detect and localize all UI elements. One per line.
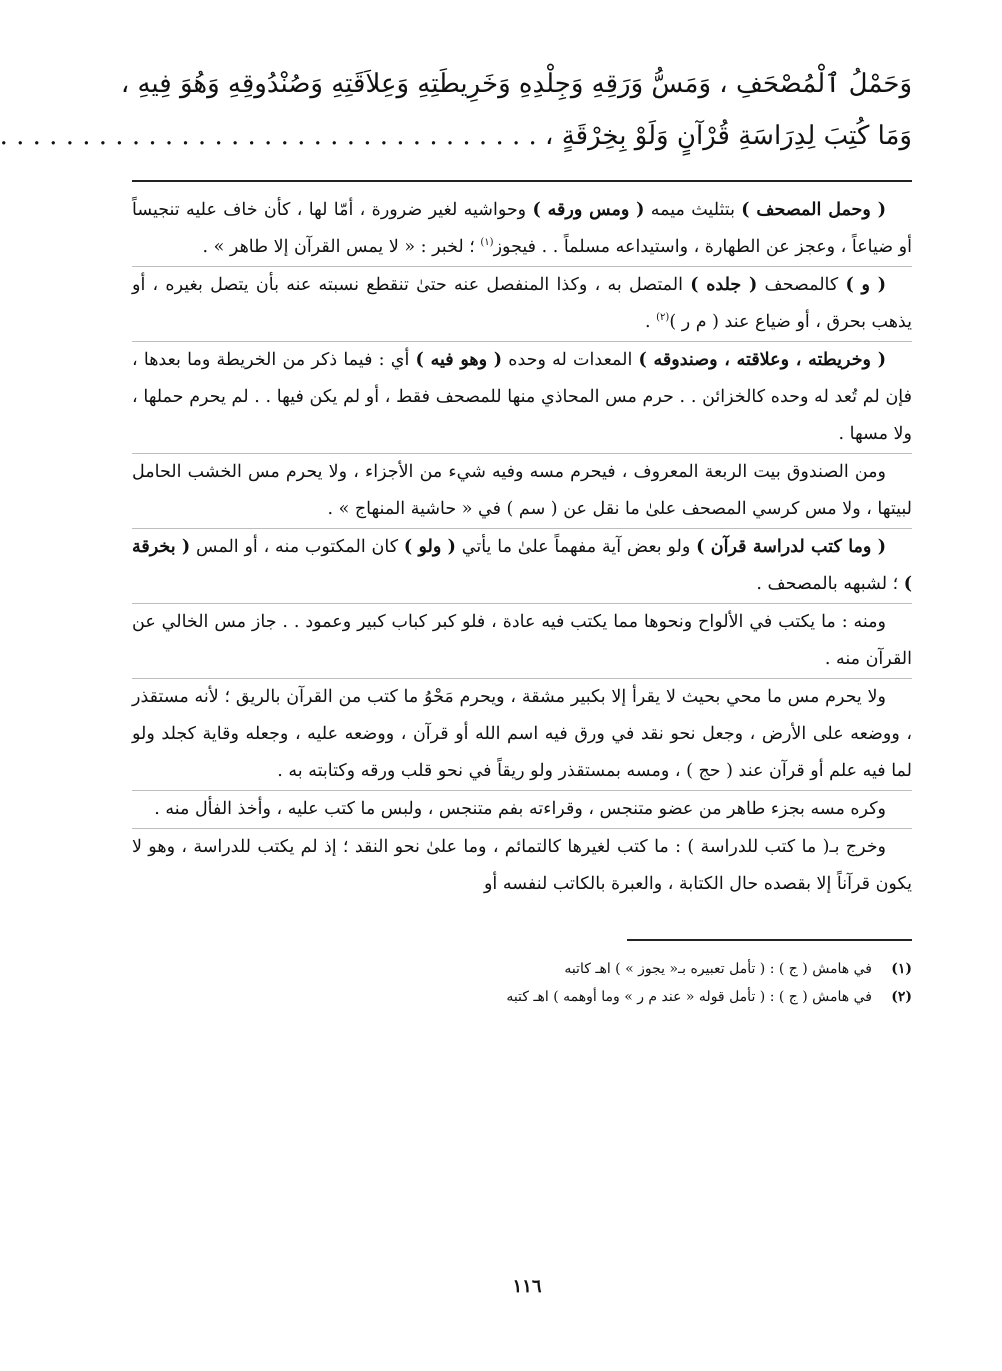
commentary-paragraph-4: ومن الصندوق بيت الربعة المعروف ، فيحرم مسه وفيه شيء من الأجزاء ، ولا يحرم مس الخشب الحامل لبيتها ، ولا مس كرسي المصحف علىٰ ما نقل عن ( سم ) في « حاشية المنهاج » .: [132, 453, 912, 528]
commentary-paragraph-5: [132, 528, 912, 603]
commentary-text: المعدات له وحده: [502, 350, 639, 370]
commentary-paragraph-7: ولا يحرم مس ما محي بحيث لا يقرأ إلا بكبير مشقة ، ويحرم مَحْوُ ما كتب من القرآن بالريق ؛ لأنه مستقذر ، ووضعه على الأرض ، وجعل نحو نقد في ورق فيه اسم الله أو قرآن ، ووضعه عليه ، وجعله وقاية كجلد ولو لما فيه علم أو قرآن عند ( حج ) ، ومسه بمستقذر ولو ريقاً في نحو قلب ورقه وكتابته به .: [132, 678, 912, 790]
commentary-text: ؛ لخبر : « لا يمس القرآن إلا طاهر » .: [202, 237, 481, 257]
commentary-paragraph-1: [132, 192, 912, 266]
matn-separator-rule: [132, 180, 912, 182]
footnote-number: (٢): [891, 989, 912, 1005]
matn-quote: ( ومس ورقه ): [532, 200, 645, 220]
commentary-text: كالمصحف: [757, 275, 846, 295]
commentary-paragraph-6: ومنه : ما يكتب في الألواح ونحوها مما يكتب فيه عادة ، فلو كبر كباب كبير وعمود . . جاز مس الخالي عن القرآن منه .: [132, 603, 912, 678]
main-text-matn: [0, 58, 912, 162]
matn-line-1: وَحَمْلُ ٱلْمُصْحَفِ ، وَمَسُّ وَرَقِهِ وَجِلْدِهِ وَخَرِيطَتِهِ وَعِلاَقَتِهِ وَصُنْدُوقِهِ وَهُوَ فِيهِ ،: [120, 69, 912, 99]
commentary-sharh: [132, 192, 912, 903]
commentary-text: ولو بعض آية مفهماً علىٰ ما يأتي: [455, 537, 697, 557]
commentary-text: كان المكتوب منه ، أو المس: [190, 537, 404, 557]
commentary-text: المتصل به ، وكذا المنفصل عنه حتىٰ تنقطع نسبته عنه بأن يتصل بغيره ، أو يذهب بحرق ، أو ضياع عند ( م ر ): [132, 275, 912, 332]
footnote-2: [132, 983, 912, 1011]
footnote-separator-rule: [627, 939, 912, 941]
commentary-text: .: [645, 312, 657, 332]
commentary-paragraph-3: [132, 341, 912, 453]
commentary-paragraph-8: وكره مسه بجزء طاهر من عضو متنجس ، وقراءته بفم متنجس ، ولبس ما كتب عليه ، وأخذ الفأل منه .: [132, 790, 912, 828]
matn-quote: ( وخريطته ، وعلاقته ، وصندوقه ): [638, 350, 886, 370]
matn-quote: ( ولو ): [403, 537, 456, 557]
commentary-paragraph-9: وخرج بـ( ما كتب للدراسة ) : ما كتب لغيرها كالتمائم ، وما علىٰ نحو النقد ؛ إذ لم يكتب للدراسة ، وهو لا يكون قرآناً إلا بقصده حال الكتابة ، والعبرة بالكاتب لنفسه أو: [132, 828, 912, 903]
matn-quote: ( جلده ): [690, 275, 758, 295]
book-page: [0, 58, 912, 1011]
commentary-text: أي : فيما ذكر من الخريطة وما بعدها ، فإن لم تُعد له وحده كالخزائن . . حرم مس المحاذي منها للمصحف فقط ، أو لم يكن فيها . . لم يحرم حملها ، ولا مسها .: [132, 350, 912, 444]
commentary-text: وحواشيه لغير ضرورة ، أمّا لها ، كأن خاف عليه تنجيساً أو ضياعاً ، وعجز عن الطهارة ، واستيداعه مسلماً . . فيجوز: [132, 200, 912, 257]
footnotes: [132, 955, 912, 1011]
commentary-paragraph-2: [132, 266, 912, 341]
commentary-text: ؛ لشبهه بالمصحف .: [756, 574, 904, 594]
matn-line-2: وَمَا كُتِبَ لِدِرَاسَةِ قُرْآنٍ وَلَوْ بِخِرْقَةٍ ، . . . . . . . . . . . . . . . . . . . . . . . . . . . . . . . . .: [0, 121, 912, 151]
commentary-text: بتثليث ميمه: [644, 200, 742, 220]
footnote-text: في هامش ( ج ) : ( تأمل قوله « عند م ر » وما أوهمه ) اهـ كتبه: [506, 989, 872, 1005]
matn-quote: ( و ): [845, 275, 886, 295]
footnote-1: [132, 955, 912, 983]
footnote-number: (١): [891, 961, 912, 977]
footnote-marker-1[interactable]: (١): [480, 237, 494, 249]
footnote-marker-2[interactable]: (٢): [656, 312, 670, 324]
matn-quote: ( وحمل المصحف ): [741, 200, 886, 220]
matn-quote: ( وما كتب لدراسة قرآن ): [696, 537, 886, 557]
footnote-text: في هامش ( ج ) : ( تأمل تعبيره بـ« يجوز » ) اهـ كاتبه: [564, 961, 872, 977]
matn-quote: ( بخرقة ): [132, 537, 912, 594]
page-number: ١١٦: [512, 1276, 542, 1297]
matn-quote: ( وهو فيه ): [415, 350, 503, 370]
